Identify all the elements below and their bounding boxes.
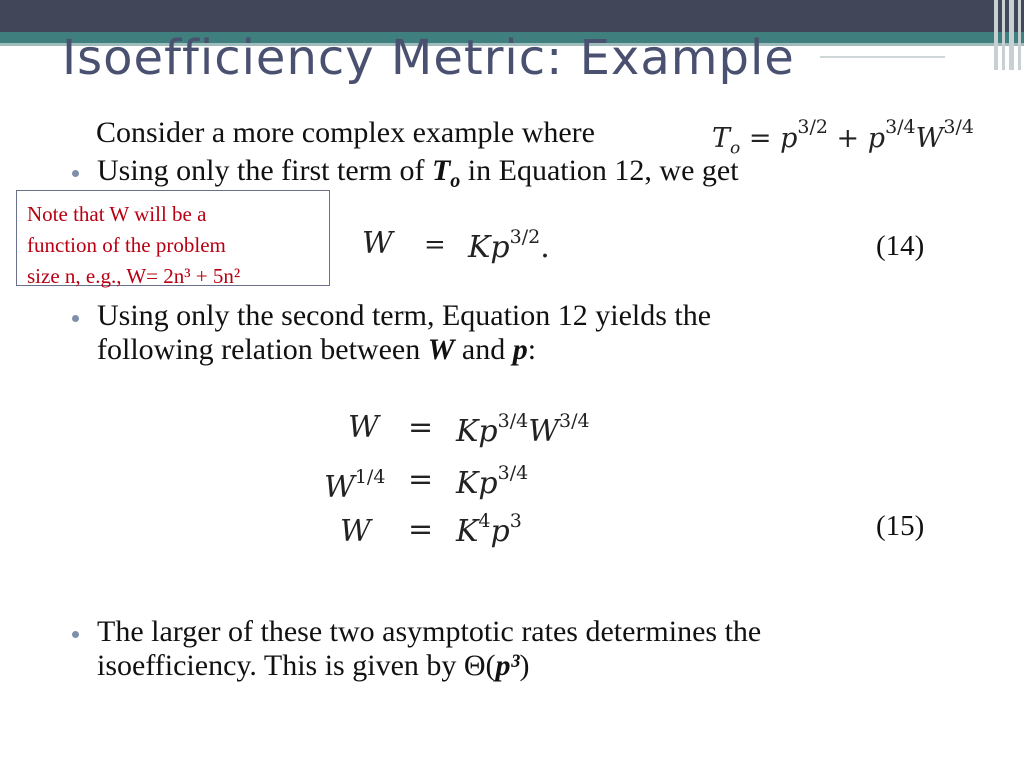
bullet-dot-1 [72,170,79,177]
bullet-2-line-2: following relation between W and p: [97,333,537,366]
bullet-1-text: Using only the first term of $T_o$ in Equation 12, we get [97,154,739,192]
eq15-number: (15) [876,510,925,542]
slide-title: Isoefficiency Metric: Example [62,30,795,86]
eq15-row3-equals: = [408,512,434,547]
intro-text: Consider a more complex example where [96,116,595,149]
header-pillars [990,0,1024,70]
bullet-3-line-2: isoefficiency. This is given by Θ(p³) [97,649,530,682]
eq15-row3-lhs: W [340,514,371,549]
eq15-row1-rhs: $Kp^{3/4}W^{3/4}$ [456,410,590,449]
eq14-lhs: W [362,226,393,261]
eq14-number: (14) [876,230,925,262]
note-line-3: size n, e.g., W= 2n³ + 5n² [27,264,241,288]
eq14-equals: = [424,230,446,260]
eq15-row2-lhs: $W^{1/4}$ [324,466,386,505]
intro-equation: $T_o = p^{3/2} + p^{3/4}W^{3/4}$ [712,116,974,159]
header-bar [0,0,1024,32]
eq15-row3-rhs: $K^4p^3$ [456,510,522,549]
note-box [16,190,330,286]
eq15-row1-equals: = [408,410,434,445]
eq15-row2-equals: = [408,462,434,497]
bullet-3-line-1: The larger of these two asymptotic rates determines the [97,615,762,648]
eq15-row2-rhs: $Kp^{3/4}$ [456,462,529,501]
title-deco-line [820,56,945,58]
eq14-rhs: $Kp^{3/2}$. [468,226,550,265]
bullet-dot-2 [72,315,79,322]
note-line-2: function of the problem [27,233,226,257]
bullet-dot-3 [72,631,79,638]
eq15-row1-lhs: W [348,410,379,445]
bullet-2-line-1: Using only the second term, Equation 12 yields the [97,299,712,332]
note-line-1: Note that W will be a [27,202,207,226]
